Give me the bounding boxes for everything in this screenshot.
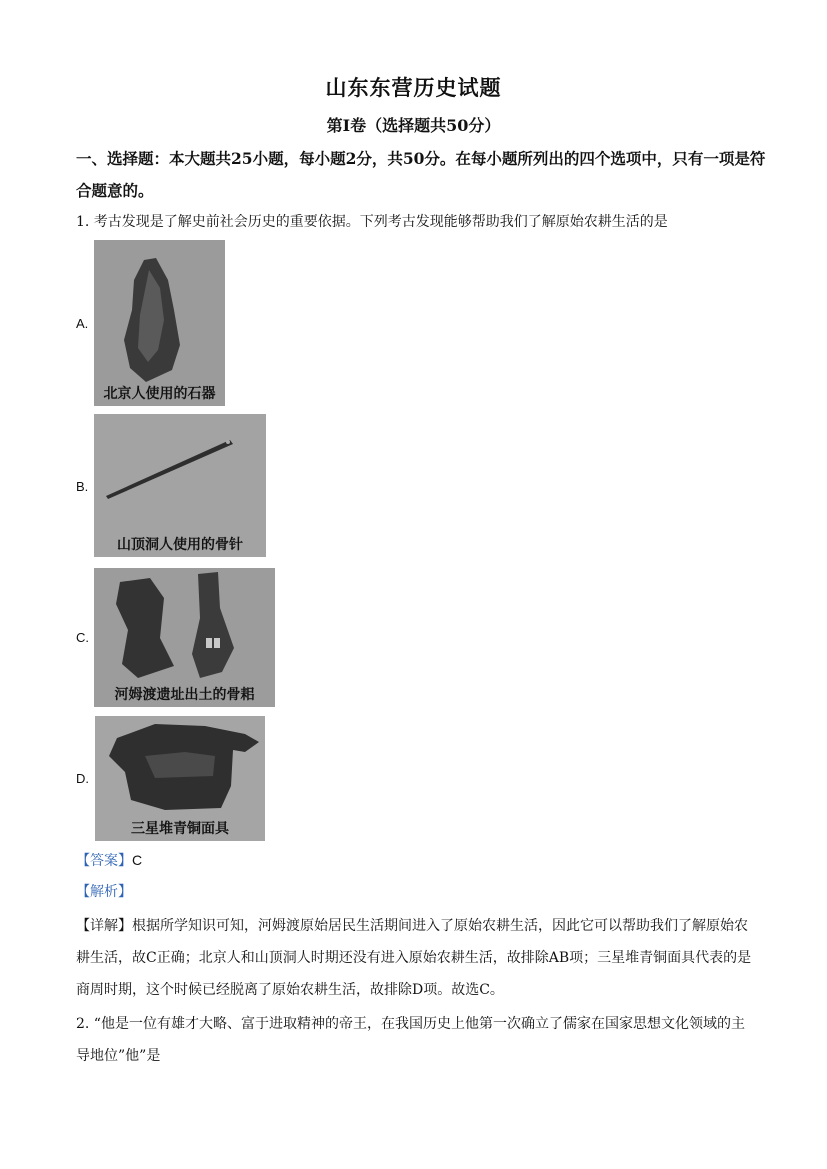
option-d-label: D.	[76, 771, 89, 786]
option-c-caption: 河姆渡遗址出土的骨耜	[114, 687, 255, 703]
option-c-image	[94, 568, 275, 707]
detail-paragraph	[76, 910, 756, 1006]
option-b-label: B.	[76, 479, 89, 494]
option-d-image	[95, 716, 265, 841]
page-title: 山东东营历史试题	[325, 75, 502, 100]
paper-subtitle: 第Ⅰ卷（选择题共50分）	[326, 116, 501, 135]
option-b-image	[94, 414, 266, 557]
option-c-label: C.	[76, 630, 89, 645]
option-d-caption: 三星堆青铜面具	[131, 821, 229, 837]
option-a-label: A.	[76, 316, 89, 331]
stone-tool-icon	[94, 240, 225, 406]
detail-text: 根据所学知识可知，河姆渡原始居民生活期间进入了原始农耕生活，因此它可以帮助我们了解原始农耕生活，故C正确；北京人和山顶洞人时期还没有进入原始农耕生活，故排除AB项；三星堆青铜面具代表的是商周时期，这个时候已经脱离了原始农耕生活，故排除D项。故选C。	[76, 918, 752, 998]
detail-tag: 【详解】	[76, 918, 132, 934]
answer-value: C	[132, 852, 143, 868]
question-2-stem: 2. “他是一位有雄才大略、富于进取精神的帝王，在我国历史上他第一次确立了儒家在国家思想文化领域的主导地位”他”是	[76, 1016, 745, 1064]
option-a-image	[94, 240, 225, 406]
answer-tag: 【答案】	[76, 853, 132, 869]
option-b-caption: 山顶洞人使用的骨针	[117, 537, 243, 553]
option-a-caption: 北京人使用的石器	[103, 386, 216, 402]
analysis-line	[76, 876, 132, 908]
section-heading: 一、选择题：本大题共25小题，每小题2分，共50分。在每小题所列出的四个选项中，只有一项是符合题意的。	[76, 149, 766, 200]
answer-line	[76, 844, 142, 877]
question-1-stem: 1. 考古发现是了解史前社会历史的重要依据。下列考古发现能够帮助我们了解原始农耕生活的是	[76, 214, 668, 230]
analysis-tag: 【解析】	[76, 884, 132, 900]
